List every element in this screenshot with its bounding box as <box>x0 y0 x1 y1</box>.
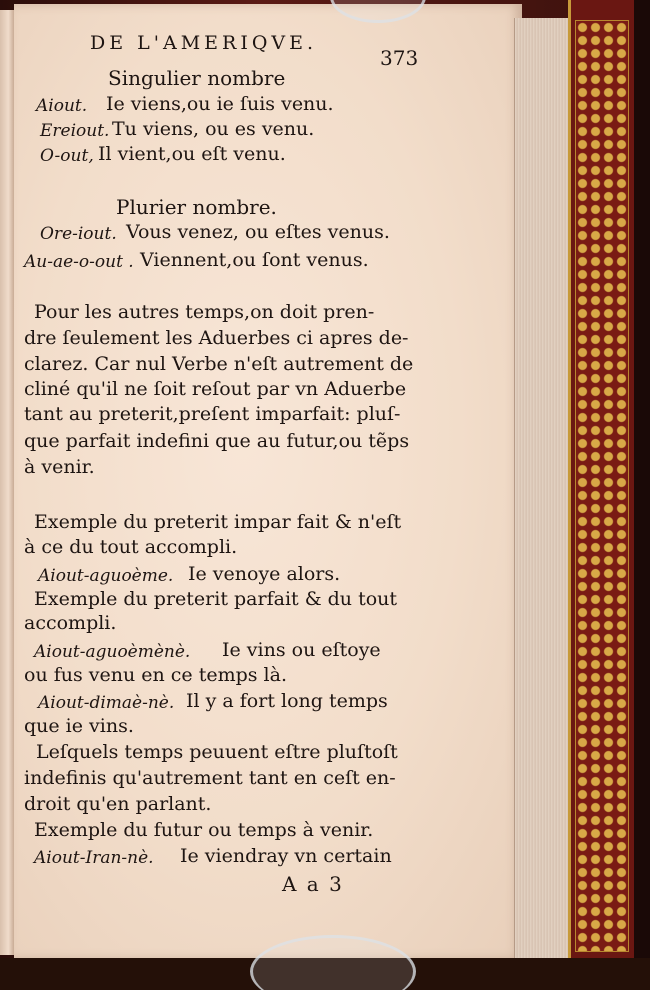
page-block-edges <box>514 18 569 960</box>
note-line: droit qu'en parlant. <box>24 793 212 815</box>
gilt-cover-decoration <box>575 20 629 952</box>
previous-page-edge <box>0 10 14 955</box>
example-line: Exemple du futur ou temps à venir. <box>34 819 374 841</box>
verb-form-meaning: Ie vins ou eſtoye <box>222 639 381 661</box>
verb-form-meaning: Viennent,ou ſont venus. <box>140 249 369 271</box>
note-line: indefinis qu'autrement tant en ceſt en- <box>24 767 396 789</box>
note-line: Leſquels temps peuuent eſtre pluſtoſt <box>36 741 398 763</box>
verb-form-word: Ore-iout. <box>40 224 117 244</box>
paragraph-line: à venir. <box>24 456 95 478</box>
verb-form-meaning: Il y a fort long temps <box>186 690 388 712</box>
page-number: 373 <box>380 46 419 70</box>
verb-form-meaning: Ie viendray vn certain <box>180 845 392 867</box>
example-line: Exemple du preterit parfait & du tout <box>34 588 398 610</box>
paragraph-line: clarez. Car nul Verbe n'eſt autrement de <box>24 353 414 375</box>
verb-form-meaning: que ie vins. <box>24 715 134 737</box>
verb-form-word: Au-ae-o-out . <box>24 252 134 272</box>
verb-form-meaning: Ie viens,ou ie ſuis venu. <box>106 93 334 115</box>
verb-form-word: Aiout. <box>36 96 88 116</box>
example-line: accompli. <box>24 612 117 634</box>
verb-form-word: Aiout-aguoème. <box>38 566 174 586</box>
paragraph-line: Pour les autres temps,on doit pren- <box>34 301 375 323</box>
verb-form-meaning: Il vient,ou eſt venu. <box>98 143 286 165</box>
paragraph-line: tant au preterit,preſent imparfait: pluſ- <box>24 403 401 425</box>
verb-form-word: Ereiout. <box>40 121 110 141</box>
verb-form-meaning: Tu viens, ou es venu. <box>112 118 315 140</box>
verb-form-meaning: Vous venez, ou eſtes venus. <box>126 221 390 243</box>
example-line: à ce du tout accompli. <box>24 536 238 558</box>
verb-form-word: Aiout-aguoèmènè. <box>34 642 191 662</box>
cover-shadow <box>634 0 650 990</box>
verb-form-meaning: ou fus venu en ce temps là. <box>24 664 288 686</box>
verb-form-meaning: Ie venoye alors. <box>188 563 341 585</box>
plural-heading: Plurier nombre. <box>116 195 277 219</box>
paragraph-line: que parfait indefini que au futur,ou tẽps <box>24 430 410 452</box>
example-line: Exemple du preterit impar fait & n'eſt <box>34 511 402 533</box>
signature-mark: A a 3 <box>282 872 344 896</box>
running-title: DE L'AMERIQVE. <box>90 32 318 54</box>
verb-form-word: O-out, <box>40 146 94 166</box>
paragraph-line: cliné qu'il ne ſoit reſout par vn Aduerbe <box>24 378 407 400</box>
paragraph-line: dre ſeulement les Aduerbes ci apres de- <box>24 327 409 349</box>
verb-form-word: Aiout-Iran-nè. <box>34 848 154 868</box>
verb-form-word: Aiout-dimaè-nè. <box>38 693 175 713</box>
singular-heading: Singulier nombre <box>108 66 286 90</box>
